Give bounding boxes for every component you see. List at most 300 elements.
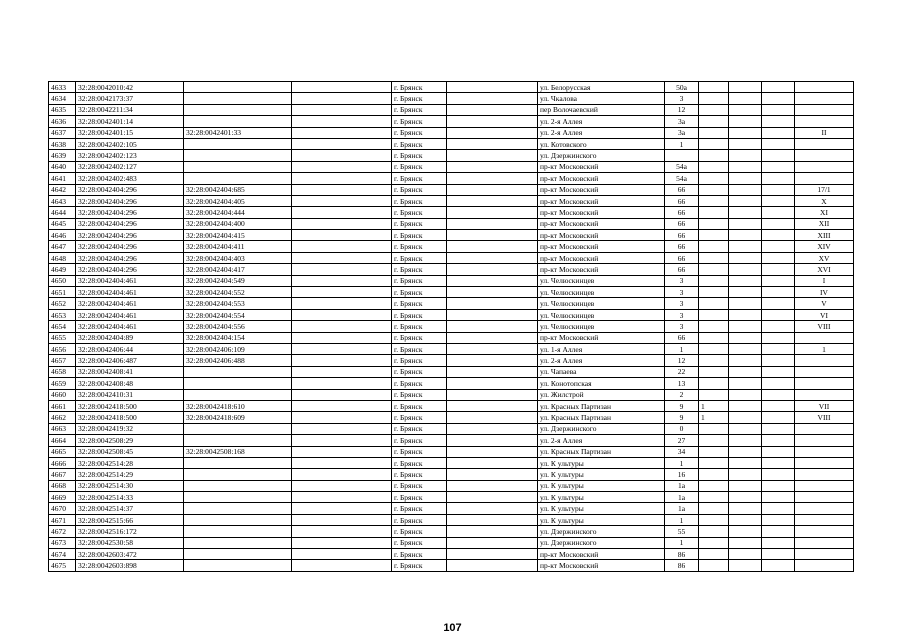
table-row — [49, 184, 854, 195]
cell-row-number: 4662 — [49, 412, 76, 423]
cell-premises — [795, 93, 854, 104]
cell-street: пр-кт Московский — [538, 207, 665, 218]
cell-building: 1 — [699, 412, 729, 423]
cell-house: 66 — [665, 230, 699, 241]
cell-house: 66 — [665, 184, 699, 195]
cell-cadastral-number: 32:28:0042402:123 — [76, 150, 184, 161]
cell-house: 0 — [665, 423, 699, 434]
cell-blank-column-b — [447, 378, 538, 389]
cell-blank-column-c — [729, 537, 762, 548]
cell-building — [699, 378, 729, 389]
cell-street: ул. К ультуры — [538, 503, 665, 514]
cell-building — [699, 207, 729, 218]
cell-blank-column-c — [729, 82, 762, 93]
cell-building — [699, 321, 729, 332]
cell-city: г. Брянск — [392, 207, 447, 218]
cell-premises — [795, 560, 854, 571]
cell-sub-cadastral-number — [184, 480, 292, 491]
cell-sub-cadastral-number — [184, 560, 292, 571]
cell-blank-column-a — [292, 389, 392, 400]
table-row — [49, 82, 854, 93]
cell-premises — [795, 378, 854, 389]
cell-cadastral-number: 32:28:0042418:500 — [76, 400, 184, 411]
cell-blank-column-b — [447, 503, 538, 514]
cell-row-number: 4643 — [49, 195, 76, 206]
cell-premises: XVI — [795, 264, 854, 275]
cell-city: г. Брянск — [392, 127, 447, 138]
cell-premises — [795, 503, 854, 514]
cell-sub-cadastral-number: 32:28:0042508:168 — [184, 446, 292, 457]
cell-cadastral-number: 32:28:0042515:66 — [76, 514, 184, 525]
cell-blank-column-d — [762, 457, 795, 468]
cell-blank-column-d — [762, 104, 795, 115]
cell-house: 1а — [665, 492, 699, 503]
cell-blank-column-a — [292, 457, 392, 468]
cell-premises: I — [795, 275, 854, 286]
cell-premises — [795, 389, 854, 400]
cell-premises — [795, 138, 854, 149]
cell-blank-column-a — [292, 93, 392, 104]
cell-row-number: 4651 — [49, 287, 76, 298]
cell-city: г. Брянск — [392, 309, 447, 320]
cell-cadastral-number: 32:28:0042404:89 — [76, 332, 184, 343]
cell-building — [699, 264, 729, 275]
cell-blank-column-d — [762, 207, 795, 218]
cell-blank-column-b — [447, 82, 538, 93]
cell-premises — [795, 366, 854, 377]
cell-blank-column-c — [729, 503, 762, 514]
cell-cadastral-number: 32:28:0042404:296 — [76, 184, 184, 195]
cell-blank-column-d — [762, 138, 795, 149]
cell-street: ул. Челюскинцев — [538, 321, 665, 332]
cell-row-number: 4650 — [49, 275, 76, 286]
cell-row-number: 4674 — [49, 549, 76, 560]
cell-blank-column-c — [729, 366, 762, 377]
cell-blank-column-d — [762, 309, 795, 320]
cell-blank-column-b — [447, 332, 538, 343]
cell-blank-column-a — [292, 138, 392, 149]
cell-premises — [795, 514, 854, 525]
cell-blank-column-c — [729, 446, 762, 457]
cell-street: ул. Челюскинцев — [538, 309, 665, 320]
cell-row-number: 4672 — [49, 526, 76, 537]
cell-row-number: 4661 — [49, 400, 76, 411]
cell-street: ул. Чкалова — [538, 93, 665, 104]
cell-house: 13 — [665, 378, 699, 389]
cell-cadastral-number: 32:28:0042419:32 — [76, 423, 184, 434]
table-row — [49, 423, 854, 434]
cell-street: ул. Дзержинского — [538, 423, 665, 434]
cell-blank-column-d — [762, 378, 795, 389]
table-row — [49, 537, 854, 548]
cell-sub-cadastral-number — [184, 150, 292, 161]
cell-cadastral-number: 32:28:0042404:296 — [76, 218, 184, 229]
cell-cadastral-number: 32:28:0042401:15 — [76, 127, 184, 138]
cell-blank-column-c — [729, 104, 762, 115]
cell-city: г. Брянск — [392, 446, 447, 457]
cell-blank-column-b — [447, 423, 538, 434]
cell-house: 1 — [665, 457, 699, 468]
cell-house: 86 — [665, 560, 699, 571]
cell-street: ул. 1-я Аллея — [538, 343, 665, 354]
cell-building — [699, 104, 729, 115]
cell-blank-column-c — [729, 332, 762, 343]
cell-street: пр-кт Московский — [538, 218, 665, 229]
cell-city: г. Брянск — [392, 93, 447, 104]
cell-blank-column-b — [447, 537, 538, 548]
cell-house: 1а — [665, 503, 699, 514]
cell-cadastral-number: 32:28:0042402:127 — [76, 161, 184, 172]
cell-blank-column-c — [729, 184, 762, 195]
cell-blank-column-d — [762, 82, 795, 93]
cell-house: 1а — [665, 480, 699, 491]
cell-city: г. Брянск — [392, 161, 447, 172]
table-row — [49, 389, 854, 400]
cell-blank-column-a — [292, 161, 392, 172]
cell-cadastral-number: 32:28:0042408:48 — [76, 378, 184, 389]
cell-city: г. Брянск — [392, 298, 447, 309]
cell-blank-column-c — [729, 161, 762, 172]
cell-building — [699, 549, 729, 560]
table-row — [49, 343, 854, 354]
cell-house: 12 — [665, 355, 699, 366]
cell-blank-column-c — [729, 549, 762, 560]
cell-street: ул. 2-я Аллея — [538, 116, 665, 127]
cell-blank-column-b — [447, 343, 538, 354]
cell-blank-column-d — [762, 400, 795, 411]
table-row — [49, 138, 854, 149]
cell-blank-column-c — [729, 343, 762, 354]
cell-row-number: 4670 — [49, 503, 76, 514]
cell-row-number: 4640 — [49, 161, 76, 172]
cell-blank-column-b — [447, 514, 538, 525]
cell-blank-column-b — [447, 252, 538, 263]
cell-row-number: 4668 — [49, 480, 76, 491]
cell-row-number: 4654 — [49, 321, 76, 332]
table-row — [49, 446, 854, 457]
cell-building — [699, 389, 729, 400]
cell-city: г. Брянск — [392, 116, 447, 127]
cell-house: 66 — [665, 241, 699, 252]
table-row — [49, 412, 854, 423]
cell-sub-cadastral-number: 32:28:0042404:154 — [184, 332, 292, 343]
cell-blank-column-b — [447, 309, 538, 320]
cell-cadastral-number: 32:28:0042514:37 — [76, 503, 184, 514]
cell-city: г. Брянск — [392, 184, 447, 195]
cell-row-number: 4660 — [49, 389, 76, 400]
cell-blank-column-c — [729, 309, 762, 320]
cell-house: 3 — [665, 309, 699, 320]
cell-sub-cadastral-number — [184, 492, 292, 503]
cell-cadastral-number: 32:28:0042404:296 — [76, 230, 184, 241]
cell-blank-column-d — [762, 275, 795, 286]
cell-row-number: 4633 — [49, 82, 76, 93]
cell-row-number: 4671 — [49, 514, 76, 525]
cell-street: ул. Красных Партизан — [538, 412, 665, 423]
cell-blank-column-b — [447, 298, 538, 309]
cell-city: г. Брянск — [392, 218, 447, 229]
table-row — [49, 287, 854, 298]
registry-table — [48, 81, 854, 572]
cell-blank-column-b — [447, 469, 538, 480]
cell-cadastral-number: 32:28:0042402:105 — [76, 138, 184, 149]
cell-blank-column-b — [447, 492, 538, 503]
cell-blank-column-a — [292, 241, 392, 252]
cell-cadastral-number: 32:28:0042404:296 — [76, 264, 184, 275]
cell-city: г. Брянск — [392, 230, 447, 241]
cell-cadastral-number: 32:28:0042514:33 — [76, 492, 184, 503]
cell-sub-cadastral-number — [184, 378, 292, 389]
cell-sub-cadastral-number: 32:28:0042406:109 — [184, 343, 292, 354]
cell-blank-column-c — [729, 389, 762, 400]
cell-sub-cadastral-number — [184, 138, 292, 149]
cell-city: г. Брянск — [392, 537, 447, 548]
cell-premises: VI — [795, 309, 854, 320]
table-row — [49, 332, 854, 343]
cell-street: ул. Челюскинцев — [538, 298, 665, 309]
cell-blank-column-b — [447, 127, 538, 138]
cell-building — [699, 492, 729, 503]
cell-row-number: 4641 — [49, 173, 76, 184]
cell-row-number: 4658 — [49, 366, 76, 377]
cell-blank-column-d — [762, 469, 795, 480]
cell-blank-column-a — [292, 230, 392, 241]
cell-house: 66 — [665, 207, 699, 218]
cell-premises: IV — [795, 287, 854, 298]
cell-blank-column-b — [447, 457, 538, 468]
cell-row-number: 4649 — [49, 264, 76, 275]
cell-premises: V — [795, 298, 854, 309]
cell-sub-cadastral-number: 32:28:0042418:610 — [184, 400, 292, 411]
cell-blank-column-c — [729, 264, 762, 275]
cell-blank-column-a — [292, 446, 392, 457]
cell-row-number: 4659 — [49, 378, 76, 389]
cell-blank-column-c — [729, 116, 762, 127]
table-row — [49, 435, 854, 446]
cell-row-number: 4637 — [49, 127, 76, 138]
cell-building — [699, 230, 729, 241]
cell-blank-column-a — [292, 526, 392, 537]
cell-premises: XI — [795, 207, 854, 218]
cell-premises: XIV — [795, 241, 854, 252]
table-row — [49, 252, 854, 263]
cell-street: ул. Дзержинского — [538, 537, 665, 548]
cell-blank-column-a — [292, 195, 392, 206]
cell-premises — [795, 492, 854, 503]
table-row — [49, 218, 854, 229]
cell-building — [699, 332, 729, 343]
cell-blank-column-d — [762, 537, 795, 548]
cell-blank-column-d — [762, 321, 795, 332]
cell-sub-cadastral-number: 32:28:0042406:488 — [184, 355, 292, 366]
cell-city: г. Брянск — [392, 514, 447, 525]
cell-blank-column-d — [762, 492, 795, 503]
cell-row-number: 4657 — [49, 355, 76, 366]
cell-sub-cadastral-number — [184, 469, 292, 480]
cell-row-number: 4645 — [49, 218, 76, 229]
table-row — [49, 298, 854, 309]
cell-premises — [795, 82, 854, 93]
cell-row-number: 4638 — [49, 138, 76, 149]
cell-blank-column-a — [292, 435, 392, 446]
table-row — [49, 469, 854, 480]
cell-blank-column-d — [762, 435, 795, 446]
cell-building — [699, 82, 729, 93]
table-row — [49, 161, 854, 172]
cell-street: пр-кт Московский — [538, 252, 665, 263]
cell-blank-column-d — [762, 264, 795, 275]
cell-blank-column-c — [729, 355, 762, 366]
cell-house: 66 — [665, 332, 699, 343]
cell-blank-column-d — [762, 195, 795, 206]
cell-row-number: 4673 — [49, 537, 76, 548]
table-row — [49, 378, 854, 389]
cell-building — [699, 446, 729, 457]
cell-cadastral-number: 32:28:0042603:472 — [76, 549, 184, 560]
cell-blank-column-b — [447, 287, 538, 298]
cell-blank-column-b — [447, 104, 538, 115]
table-row — [49, 514, 854, 525]
cell-cadastral-number: 32:28:0042410:31 — [76, 389, 184, 400]
cell-cadastral-number: 32:28:0042514:28 — [76, 457, 184, 468]
cell-street: ул. Жилстрой — [538, 389, 665, 400]
cell-street: ул. Челюскинцев — [538, 275, 665, 286]
cell-blank-column-c — [729, 457, 762, 468]
cell-city: г. Брянск — [392, 82, 447, 93]
cell-building — [699, 218, 729, 229]
cell-house: 66 — [665, 195, 699, 206]
cell-row-number: 4656 — [49, 343, 76, 354]
cell-blank-column-d — [762, 480, 795, 491]
cell-premises: XII — [795, 218, 854, 229]
cell-blank-column-a — [292, 480, 392, 491]
cell-street: ул. К ультуры — [538, 492, 665, 503]
cell-blank-column-d — [762, 173, 795, 184]
cell-blank-column-a — [292, 116, 392, 127]
cell-building — [699, 343, 729, 354]
table-row — [49, 400, 854, 411]
table-row — [49, 503, 854, 514]
cell-blank-column-a — [292, 378, 392, 389]
cell-blank-column-a — [292, 321, 392, 332]
cell-sub-cadastral-number — [184, 457, 292, 468]
cell-house: 55 — [665, 526, 699, 537]
cell-building — [699, 287, 729, 298]
cell-city: г. Брянск — [392, 492, 447, 503]
cell-blank-column-c — [729, 492, 762, 503]
cell-street: ул. Дзержинского — [538, 150, 665, 161]
cell-sub-cadastral-number — [184, 537, 292, 548]
cell-blank-column-d — [762, 230, 795, 241]
cell-city: г. Брянск — [392, 287, 447, 298]
cell-sub-cadastral-number: 32:28:0042404:405 — [184, 195, 292, 206]
cell-sub-cadastral-number: 32:28:0042404:444 — [184, 207, 292, 218]
cell-house: 66 — [665, 252, 699, 263]
cell-city: г. Брянск — [392, 343, 447, 354]
cell-building — [699, 503, 729, 514]
cell-blank-column-a — [292, 400, 392, 411]
cell-blank-column-c — [729, 138, 762, 149]
cell-premises — [795, 457, 854, 468]
cell-building — [699, 127, 729, 138]
cell-sub-cadastral-number: 32:28:0042404:400 — [184, 218, 292, 229]
cell-blank-column-c — [729, 173, 762, 184]
cell-cadastral-number: 32:28:0042514:29 — [76, 469, 184, 480]
cell-building — [699, 275, 729, 286]
cell-blank-column-a — [292, 275, 392, 286]
cell-blank-column-d — [762, 389, 795, 400]
cell-building — [699, 480, 729, 491]
cell-blank-column-b — [447, 218, 538, 229]
cell-building — [699, 537, 729, 548]
cell-blank-column-a — [292, 366, 392, 377]
cell-premises — [795, 549, 854, 560]
cell-house: 3 — [665, 321, 699, 332]
cell-sub-cadastral-number: 32:28:0042404:549 — [184, 275, 292, 286]
cell-row-number: 4639 — [49, 150, 76, 161]
cell-blank-column-c — [729, 275, 762, 286]
cell-cadastral-number: 32:28:0042404:296 — [76, 195, 184, 206]
cell-sub-cadastral-number — [184, 389, 292, 400]
cell-blank-column-a — [292, 343, 392, 354]
cell-sub-cadastral-number — [184, 435, 292, 446]
cell-street: пр-кт Московский — [538, 161, 665, 172]
cell-blank-column-b — [447, 446, 538, 457]
cell-blank-column-c — [729, 93, 762, 104]
cell-cadastral-number: 32:28:0042514:30 — [76, 480, 184, 491]
table-row — [49, 549, 854, 560]
table-body — [49, 82, 854, 572]
cell-cadastral-number: 32:28:0042404:461 — [76, 309, 184, 320]
cell-cadastral-number: 32:28:0042603:898 — [76, 560, 184, 571]
cell-cadastral-number: 32:28:0042408:41 — [76, 366, 184, 377]
cell-blank-column-c — [729, 241, 762, 252]
cell-premises — [795, 537, 854, 548]
cell-blank-column-a — [292, 309, 392, 320]
cell-blank-column-a — [292, 127, 392, 138]
cell-row-number: 4666 — [49, 457, 76, 468]
cell-building — [699, 355, 729, 366]
cell-blank-column-d — [762, 560, 795, 571]
cell-city: г. Брянск — [392, 264, 447, 275]
cell-row-number: 4669 — [49, 492, 76, 503]
cell-building — [699, 138, 729, 149]
cell-sub-cadastral-number — [184, 173, 292, 184]
cell-cadastral-number: 32:28:0042404:461 — [76, 275, 184, 286]
cell-blank-column-b — [447, 150, 538, 161]
cell-blank-column-d — [762, 298, 795, 309]
table-row — [49, 173, 854, 184]
cell-building — [699, 423, 729, 434]
cell-blank-column-a — [292, 184, 392, 195]
table-row — [49, 560, 854, 571]
cell-blank-column-b — [447, 412, 538, 423]
cell-blank-column-b — [447, 321, 538, 332]
cell-street: ул. Белорусская — [538, 82, 665, 93]
cell-blank-column-d — [762, 116, 795, 127]
cell-cadastral-number: 32:28:0042404:461 — [76, 298, 184, 309]
cell-blank-column-b — [447, 230, 538, 241]
cell-sub-cadastral-number: 32:28:0042404:403 — [184, 252, 292, 263]
table-row — [49, 241, 854, 252]
cell-blank-column-c — [729, 218, 762, 229]
cell-premises — [795, 480, 854, 491]
cell-city: г. Брянск — [392, 195, 447, 206]
page-number: 107 — [443, 622, 462, 634]
cell-blank-column-d — [762, 150, 795, 161]
cell-blank-column-a — [292, 264, 392, 275]
cell-street: ул. К ультуры — [538, 469, 665, 480]
